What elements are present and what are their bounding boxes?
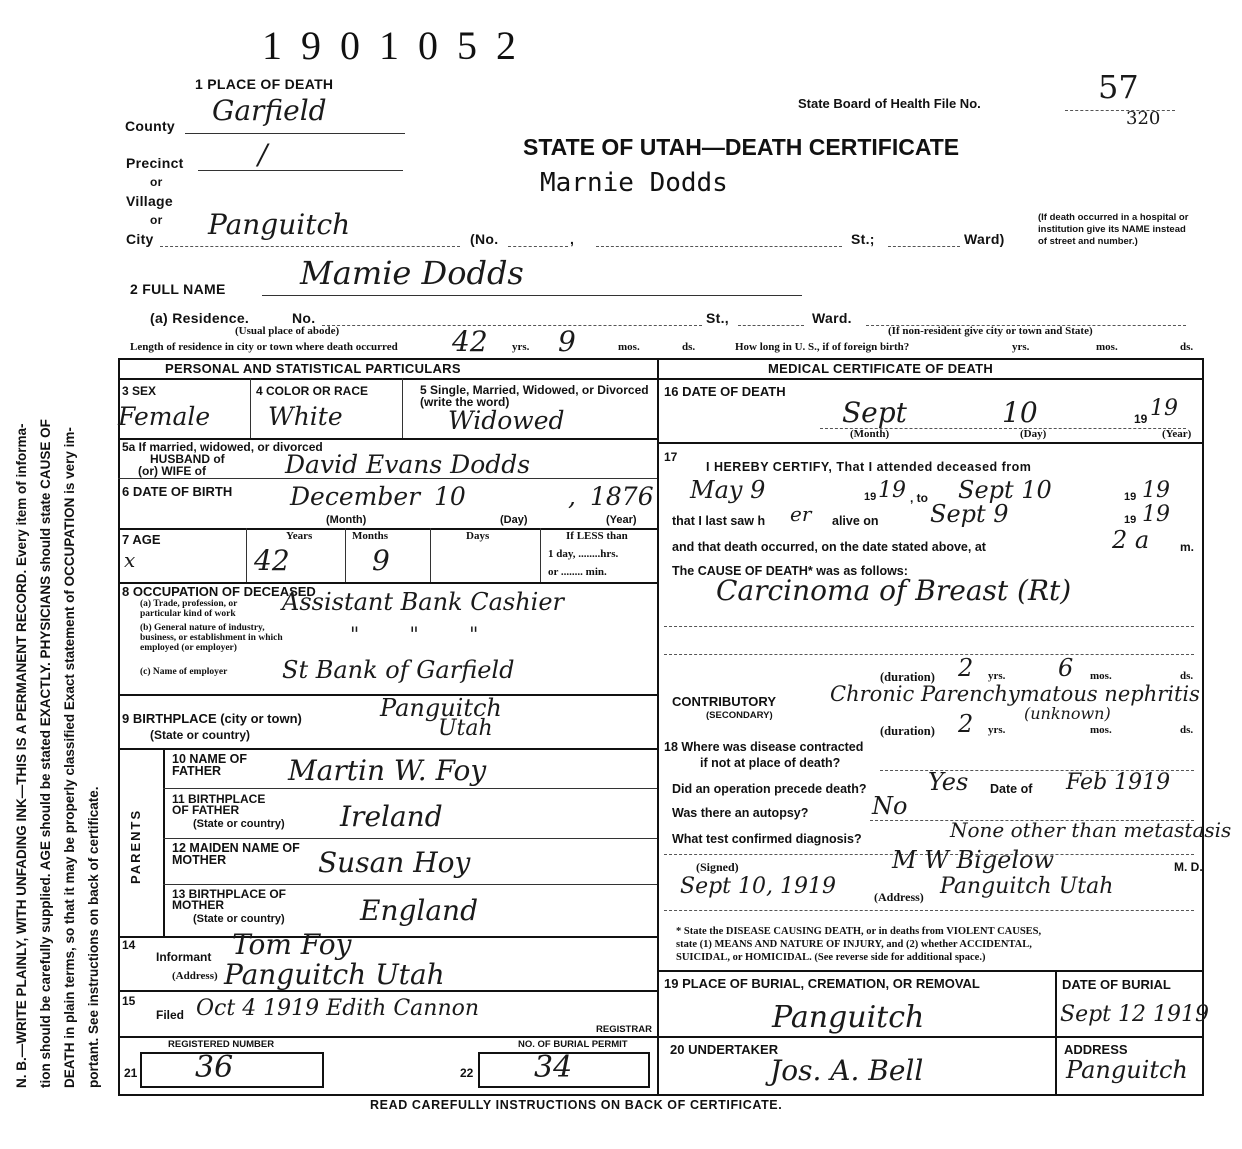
duration2-years: 2 — [958, 710, 974, 738]
signature-date: Sept 10, 1919 — [680, 874, 836, 899]
test-diagnosis-label: What test confirmed diagnosis? — [672, 832, 862, 846]
autopsy-label: Was there an autopsy? — [672, 806, 809, 820]
street-label: St.; — [851, 231, 875, 247]
death-month: Sept — [842, 396, 907, 429]
duration-years-label: yrs. — [988, 670, 1006, 682]
filed-label: Filed — [156, 1008, 185, 1022]
death-day: 10 — [1002, 396, 1038, 429]
dob-year-caption: (Year) — [606, 514, 637, 526]
age-mark: x — [124, 548, 136, 572]
last-saw-label: that I last saw h — [672, 514, 766, 528]
footer-instructions: READ CAREFULLY INSTRUCTIONS ON BACK OF CERTIFICATE. — [370, 1098, 783, 1112]
undertaker-address-label: ADDRESS — [1064, 1042, 1128, 1057]
duration-label: (duration) — [880, 670, 935, 684]
duration-months: 6 — [1058, 654, 1074, 682]
duration2-label: (duration) — [880, 724, 935, 738]
footnote-line-3: SUICIDAL, or HOMICIDAL. (See reverse side for additional space.) — [676, 952, 986, 963]
employer-label: (c) Name of employer — [140, 667, 228, 677]
us-years-label: yrs. — [1012, 341, 1030, 353]
birthplace-label: 9 BIRTHPLACE (city or town) — [122, 711, 302, 726]
precinct-label: Precinct — [126, 155, 184, 171]
less-than-label: If LESS than — [566, 530, 628, 542]
full-name-value: Mamie Dodds — [300, 254, 524, 292]
residence-no-label: No. — [292, 310, 316, 326]
informant-number: 14 — [122, 938, 136, 952]
residence-st-label: St., — [706, 310, 729, 326]
margin-instruction-1: N. B.—WRITE PLAINLY, WITH UNFADING INK—THIS IS A PERMANENT RECORD. Every item of informa- — [14, 423, 29, 1088]
serial-number: 1901052 — [262, 23, 535, 68]
parents-label: PARENTS — [128, 808, 143, 884]
alive-on-label: alive on — [832, 514, 879, 528]
duration-years: 2 — [958, 654, 974, 682]
margin-instruction-3: DEATH in plain terms, so that it may be properly classified Exact statement of OCCUPATION is very im- — [62, 427, 77, 1088]
to-label: , to — [910, 491, 928, 505]
informant-label: Informant — [156, 950, 212, 964]
dob-month-caption: (Month) — [326, 514, 367, 526]
county-value: Garfield — [212, 94, 327, 127]
burial-place-label: 19 PLACE OF BURIAL, CREMATION, OR REMOVAL — [664, 976, 980, 991]
age-label: 7 AGE — [122, 532, 161, 547]
undertaker-address-value: Panguitch — [1066, 1056, 1188, 1084]
file-number: 57 — [1098, 68, 1139, 106]
physician-signature: M W Bigelow — [892, 846, 1055, 874]
death-year-caption: (Year) — [1162, 428, 1192, 440]
residence-years: 42 — [452, 325, 488, 358]
dob-separator: , — [568, 482, 576, 511]
or-label-1: or — [150, 175, 163, 189]
mother-name-value: Susan Hoy — [318, 846, 471, 879]
certificate-title: STATE OF UTAH—DEATH CERTIFICATE — [523, 134, 960, 160]
length-residence-label: Length of residence in city or town where death occurred — [130, 341, 398, 353]
sex-value: Female — [118, 402, 211, 431]
margin-instruction-4: portant. See instructions on back of certificate. — [86, 786, 101, 1088]
signed-label: (Signed) — [696, 860, 739, 874]
spouse-label-1: 5a If married, widowed, or divorced — [122, 440, 323, 454]
last-saw-year: 19 — [1142, 502, 1170, 527]
contributory-label: CONTRIBUTORY — [672, 694, 776, 709]
attended-to: Sept 10 — [958, 476, 1052, 504]
contributory-value: Chronic Parenchymatous nephritis — [830, 682, 1200, 706]
city-label: City — [126, 231, 154, 247]
dob-year: 1876 — [590, 482, 654, 511]
months-label: mos. — [618, 341, 640, 353]
margin-instruction-2: tion should be carefully supplied. AGE should be stated EXACTLY. PHYSICIANS should state CAUSE OF — [38, 419, 53, 1088]
burial-date-value: Sept 12 1919 — [1060, 1002, 1209, 1027]
attended-to-year: 19 — [1142, 478, 1170, 503]
place-of-death-label: 1 PLACE OF DEATH — [195, 76, 334, 92]
attended-from: May 9 — [690, 476, 766, 504]
color-race-label: 4 COLOR OR RACE — [256, 384, 369, 398]
occupation-ditto: " " " — [350, 622, 501, 646]
dob-month: December — [290, 482, 421, 511]
physician-address-label: (Address) — [874, 890, 924, 904]
spouse-label-2: HUSBAND of — [150, 452, 225, 466]
birthplace-value: Panguitch — [380, 694, 502, 722]
employer-value: St Bank of Garfield — [282, 656, 515, 684]
father-name-value: Martin W. Foy — [288, 754, 487, 787]
us-months-label: mos. — [1096, 341, 1118, 353]
permit-field-number: 22 — [460, 1066, 474, 1080]
burial-place-value: Panguitch — [772, 1000, 925, 1035]
disease-contracted-label-2: if not at place of death? — [700, 756, 841, 770]
birthplace-state-value: Utah — [438, 716, 493, 741]
medical-heading: MEDICAL CERTIFICATE OF DEATH — [768, 361, 994, 376]
marital-status-label: 5 Single, Married, Widowed, or Divorced (write the word) — [420, 383, 649, 409]
father-birthplace-label: 11 BIRTHPLACE OF FATHER — [172, 792, 266, 817]
marital-status-value: Widowed — [448, 406, 565, 435]
last-saw-pronoun: er — [790, 502, 812, 526]
mother-birthplace-state: (State or country) — [193, 913, 285, 925]
filed-number: 15 — [122, 994, 136, 1008]
footnote-line-2: state (1) MEANS AND NATURE OF INJURY, and (2) whether ACCIDENTAL, — [676, 939, 1032, 950]
duration2-months-label: mos. — [1090, 724, 1112, 736]
operation-label: Did an operation precede death? — [672, 782, 867, 796]
usual-abode-note: (Usual place of abode) — [235, 325, 340, 337]
operation-date: Feb 1919 — [1066, 770, 1171, 795]
typed-name: Marnie Dodds — [540, 168, 728, 198]
occupation-a-label: (a) Trade, profession, or particular kind of work — [140, 599, 238, 619]
registered-field-number: 21 — [124, 1066, 138, 1080]
father-name-label: 10 NAME OF FATHER — [172, 752, 248, 778]
residence-months: 9 — [558, 325, 576, 358]
street-no-label: (No. — [470, 231, 499, 247]
days-label: ds. — [682, 341, 696, 353]
dob-label: 6 DATE OF BIRTH — [122, 484, 233, 499]
less-than-hrs: 1 day, ........hrs. — [548, 548, 619, 560]
informant-address-label: (Address) — [172, 970, 218, 982]
duration-days-label: ds. — [1180, 670, 1194, 682]
age-years: 42 — [254, 544, 290, 577]
burial-permit-label: NO. OF BURIAL PERMIT — [518, 1039, 628, 1050]
mother-birthplace-label: 13 BIRTHPLACE OF MOTHER — [172, 887, 287, 912]
age-years-caption: Years — [286, 530, 313, 542]
birthplace-state-label: (State or country) — [150, 728, 251, 742]
residence-label: (a) Residence. — [150, 310, 250, 326]
cause-of-death-value: Carcinoma of Breast (Rt) — [716, 574, 1072, 607]
informant-address-value: Panguitch Utah — [224, 958, 445, 991]
burial-permit-value: 34 — [534, 1050, 573, 1085]
certify-text: I HEREBY CERTIFY, That I attended deceased from — [706, 460, 1032, 474]
last-saw-date: Sept 9 — [930, 500, 1009, 528]
sex-label: 3 SEX — [122, 384, 157, 398]
attended-from-year-prefix: 19 — [864, 491, 877, 503]
undertaker-value: Jos. A. Bell — [770, 1054, 924, 1087]
color-race-value: White — [268, 402, 343, 431]
informant-value: Tom Foy — [232, 928, 352, 961]
county-label: County — [125, 118, 176, 134]
date-of-death-label: 16 DATE OF DEATH — [664, 384, 786, 399]
last-saw-year-prefix: 19 — [1124, 514, 1137, 526]
secondary-label: (SECONDARY) — [706, 710, 773, 721]
death-year-prefix: 19 — [1134, 412, 1148, 426]
death-month-caption: (Month) — [850, 428, 890, 440]
occupation-label: 8 OCCUPATION OF DECEASED — [122, 584, 316, 599]
age-months: 9 — [372, 544, 390, 577]
spouse-value: David Evans Dodds — [285, 450, 531, 479]
or-label-2: or — [150, 213, 163, 227]
us-days-label: ds. — [1180, 341, 1194, 353]
non-resident-note: (If non-resident give city or town and State) — [888, 325, 1093, 337]
precinct-value: / — [258, 138, 268, 171]
full-name-label: 2 FULL NAME — [130, 281, 226, 297]
attended-from-year: 19 — [878, 478, 906, 503]
spouse-label-3: (or) WIFE of — [138, 464, 206, 478]
us-residence-label: How long in U. S., if of foreign birth? — [735, 341, 910, 353]
test-diagnosis-value: None other than metastasis — [950, 818, 1232, 842]
duration-months-label: mos. — [1090, 670, 1112, 682]
filed-value: Oct 4 1919 Edith Cannon — [196, 996, 480, 1021]
disease-contracted-label: 18 Where was disease contracted — [664, 740, 864, 754]
file-number-label: State Board of Health File No. — [798, 96, 981, 111]
years-label: yrs. — [512, 341, 530, 353]
registered-number-label: REGISTERED NUMBER — [168, 1039, 275, 1050]
village-label: Village — [126, 193, 173, 209]
time-m-label: m. — [1180, 540, 1195, 554]
city-value: Panguitch — [208, 208, 351, 241]
occupation-b-label: (b) General nature of industry, business, or establishment in which employed (or employer) — [140, 623, 283, 653]
death-occurred-label: and that death occurred, on the date stated above, at — [672, 540, 986, 554]
operation-date-label: Date of — [990, 782, 1033, 796]
contributory-note: (unknown) — [1024, 704, 1111, 723]
occupation-value: Assistant Bank Cashier — [282, 588, 565, 616]
physician-address: Panguitch Utah — [940, 874, 1114, 899]
footnote-line-1: * State the DISEASE CAUSING DEATH, or in deaths from VIOLENT CAUSES, — [676, 926, 1042, 937]
burial-date-label: DATE OF BURIAL — [1062, 977, 1171, 992]
certify-number: 17 — [664, 450, 678, 464]
duration2-years-label: yrs. — [988, 724, 1006, 736]
registered-number-value: 36 — [195, 1050, 234, 1085]
mother-name-label: 12 MAIDEN NAME OF MOTHER — [172, 841, 300, 867]
residence-ward-label: Ward. — [812, 310, 852, 326]
death-time: 2 a — [1112, 526, 1150, 554]
less-than-min: or ........ min. — [548, 566, 607, 578]
mother-birthplace-value: England — [360, 894, 479, 927]
md-label: M. D. — [1174, 860, 1203, 874]
undertaker-label: 20 UNDERTAKER — [670, 1042, 779, 1057]
death-day-caption: (Day) — [1020, 428, 1047, 440]
father-birthplace-value: Ireland — [340, 800, 443, 833]
cause-of-death-label: The CAUSE OF DEATH* was as follows: — [672, 564, 908, 578]
operation-value: Yes — [928, 768, 969, 796]
duration2-days-label: ds. — [1180, 724, 1194, 736]
age-months-caption: Months — [352, 530, 389, 542]
dob-day-caption: (Day) — [500, 514, 528, 526]
father-birthplace-state: (State or country) — [193, 818, 285, 830]
death-year: 19 — [1150, 396, 1178, 421]
hospital-note: (If death occurred in a hospital or institution give its NAME instead of street and number.) — [1038, 212, 1189, 247]
registrar-label: REGISTRAR — [596, 1024, 652, 1035]
ward-label: Ward) — [964, 231, 1005, 247]
autopsy-value: No — [872, 792, 908, 820]
personal-heading: PERSONAL AND STATISTICAL PARTICULARS — [165, 361, 461, 376]
dob-day: 10 — [434, 482, 466, 511]
attended-to-year-prefix: 19 — [1124, 491, 1137, 503]
file-number-secondary: 320 — [1126, 108, 1161, 129]
age-days-caption: Days — [466, 530, 490, 542]
